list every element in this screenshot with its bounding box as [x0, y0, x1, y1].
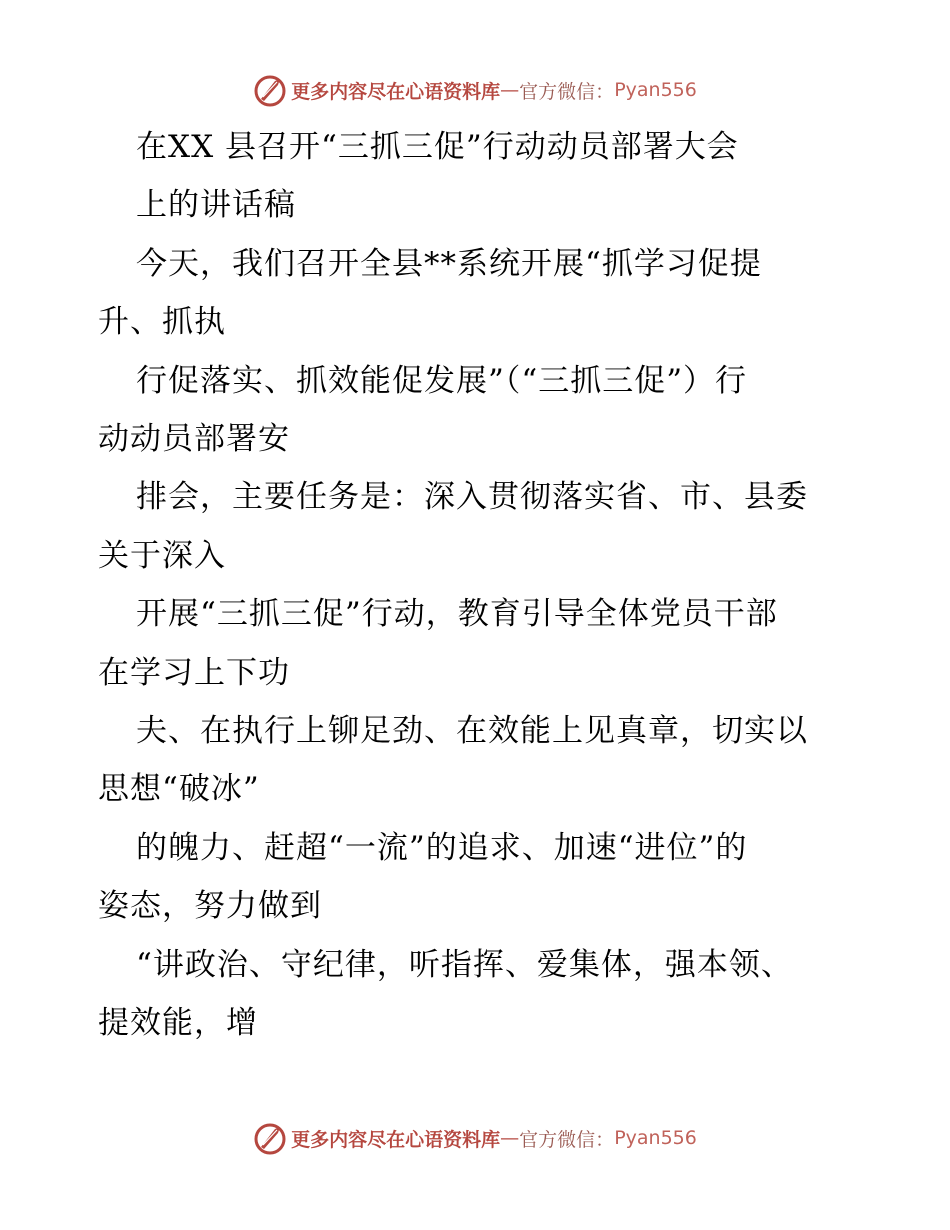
- text-line: 夫、在执行上铆足劲、在效能上见真章，切实以: [136, 713, 808, 749]
- text-line: 在XX 县召开“三抓三促”行动动员部署大会: [136, 129, 739, 165]
- banner-wechat-label: 官方微信：: [519, 1128, 615, 1151]
- banner-title: 更多内容尽在心语资料库: [291, 1128, 501, 1151]
- banner-wechat-label: 官方微信：: [519, 80, 615, 103]
- text-line: 提效能，增: [98, 1005, 258, 1041]
- text-line: 的魄力、赶超“一流”的追求、加速“进位”的: [136, 829, 748, 866]
- text-line: 动动员部署安: [98, 421, 290, 457]
- text-line: 姿态，努力做到: [98, 888, 322, 925]
- banner-dash: —: [500, 79, 520, 101]
- text-line: 思想“破冰”: [98, 771, 260, 808]
- quill-logo-icon: [253, 1121, 287, 1155]
- text-line: 关于深入: [98, 537, 226, 574]
- text-line: 行促落实、抓效能促发展”（“三抓三促”）行: [136, 362, 748, 399]
- text-line: 升、抓执: [98, 304, 226, 341]
- footer-banner: [0, 1118, 950, 1158]
- text-line: “讲政治、守纪律，听指挥、爱集体，强本领、: [136, 946, 793, 983]
- text-line: 在学习上下功: [98, 654, 290, 691]
- banner-dash: —: [500, 1127, 520, 1149]
- text-line: 排会，主要任务是：深入贯彻落实省、市、县委: [136, 479, 808, 516]
- banner-title: 更多内容尽在心语资料库: [291, 80, 501, 103]
- banner-wechat-id: Pyan556: [614, 1127, 697, 1149]
- banner-wechat-id: Pyan556: [614, 79, 697, 101]
- text-line: 开展“三抓三促”行动，教育引导全体党员干部: [136, 596, 778, 633]
- header-banner: [0, 70, 950, 110]
- quill-logo-icon: [253, 73, 287, 107]
- text-line: 上的讲话稿: [136, 187, 296, 224]
- text-line: 今天，我们召开全县**系统开展“抓学习促提: [136, 245, 762, 282]
